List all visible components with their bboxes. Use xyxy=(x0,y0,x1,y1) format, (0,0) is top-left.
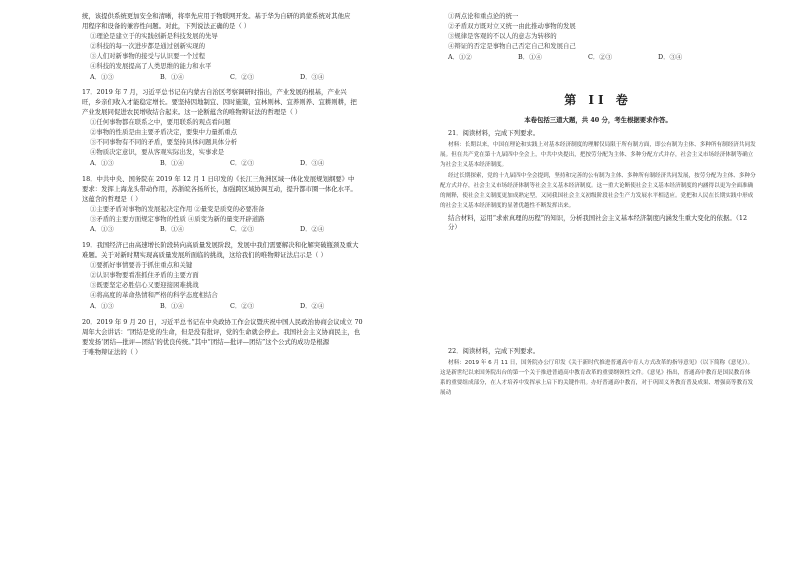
q20-option-1: ①两点论和重点论的统一 xyxy=(448,12,519,20)
q19-answer-c: C．②③ xyxy=(230,301,255,310)
q22-material: 材料：2019 年 6 月 11 日，国务院办公厅印发《关于新时代推进普通高中育人方式改革的指导意见》（以下简称《意见》）。这是新世纪以来国务院出台的第一个关于推进普通高中教育改革的重要纲领性文件。《意见》指出，普通高中教育是国民教育体系的重要组成部分，在人才培养中发挥承上启下的关键作用。办好普通高中教育，对于巩固义务教育普及成果、增强高等教育发展动 xyxy=(440,360,754,396)
answer-space xyxy=(440,235,756,345)
q17-option-2: ②事物的性质是由主要矛盾决定，要集中力量抓重点 xyxy=(90,128,237,137)
q19-answer-d: D．②④ xyxy=(300,301,325,310)
q16-answers xyxy=(90,73,402,83)
q18-answer-c: C．②③ xyxy=(230,225,255,234)
q18-stem-line-1: 18．中共中央、国务院在 2019 年 12 月 1 日印发的《长江三角洲区域一体化发展规划纲要》中 xyxy=(82,174,355,183)
q20-answer-c: C．②③ xyxy=(588,52,613,61)
q17-option-1: ①任何事物都在联系之中，要用联系的观点看问题 xyxy=(90,118,231,127)
q20-stem-line-2: 周年大会讲话：“团结是党的生命，但是没有批评，党的生命就会停止。我国社会主义协商民主，也 xyxy=(82,327,361,336)
q17-option-4: ④物质决定意识，要从客观实际出发，实事求是 xyxy=(90,147,225,156)
q17-stem-line-3: 产业发展同促进农民增收结合起来。这一论断蕴含的唯物辩证法的哲理是（ ） xyxy=(82,108,302,117)
q18-option-2: ③矛盾的主要方面规定事物的性质 ④质变为新的量变开辟道路 xyxy=(90,214,265,223)
q18-answer-d: D．②④ xyxy=(300,225,325,234)
q20-option-3: ③规律是客观的不以人的意志为转移的 xyxy=(448,31,557,40)
q20-answer-d: D．③④ xyxy=(658,52,683,61)
q16-answer-b: B．①④ xyxy=(160,72,184,81)
q17-option-3: ③不同事物有不同的矛盾，要坚持具体问题具体分析 xyxy=(90,138,237,147)
q16-option-4: ④科技的发展提高了人类思维的能力和水平 xyxy=(90,61,212,70)
left-column xyxy=(82,0,402,358)
q18-answers xyxy=(90,225,402,235)
q17-answers xyxy=(90,159,402,169)
q19-option-2: ②认识事物要看准抓住矛盾的主要方面 xyxy=(90,271,199,280)
q18-answer-a: A．①③ xyxy=(90,225,114,234)
q17-stem-line-1: 17．2019 年 7 月，习近平总书记在内蒙古自治区考察调研时指出，产业发展的根基，产业兴 xyxy=(82,88,347,97)
q21-label: 21．阅读材料，完成下列要求。 xyxy=(448,129,540,138)
q20-answers xyxy=(448,53,756,63)
q16-option-2: ②科技的每一次进步都是通过创新实现的 xyxy=(90,41,206,50)
q16-answer-a: A．①③ xyxy=(90,72,114,81)
q16-option-3: ③人们对新事物的接受与认识要一个过程 xyxy=(90,51,206,60)
q20-stem-line-3: 要发扬‘团结—批评—团结’的优良传统。”其中“团结—批评—团结”这个公式的成功是根源 xyxy=(82,337,330,346)
q19-option-3: ③既要坚定必胜信心又要迎接困难挑战 xyxy=(90,281,199,290)
section-note: 本卷包括三道大题，共 40 分，考生根据要求作答。 xyxy=(524,116,672,125)
q19-stem-line-2: 难题。关于对新时期实现高质量发展所面临的挑战，这给我们的唯物辩证法启示是（ ） xyxy=(82,251,327,260)
section-title: 第 II 卷 xyxy=(564,92,632,107)
q19-option-1: ①要抓好事情要善于抓住重点和关键 xyxy=(90,261,193,270)
q16-option-1: ①理论是建立于的实践创新是科技发展的先导 xyxy=(90,31,218,40)
q20-stem-line-1: 20．2019 年 9 月 20 日，习近平总书记在中央政协工作会议暨庆祝中国人民政治协商会议成立 70 xyxy=(82,317,363,326)
q20-option-4: ④辩证的否定是事物自己否定自己和发展自己 xyxy=(448,41,576,50)
q20-answer-b: B．①④ xyxy=(518,52,542,61)
q17-stem-line-2: 旺，乡亲们收入才能稳定增长。要坚持因地制宜、因时施策，宜林则林、宜养则养、宜耕则耕，把 xyxy=(82,98,357,107)
q19-answers xyxy=(90,302,402,312)
q17-answer-c: C．②③ xyxy=(230,158,255,167)
q21-material-paragraph-1: 材料：长期以来，中国在理论和实践上对基本经济制度的理解仅局限于所有制方面，即公有制为主体、多种所有制经济共同发展。但在共产党在第十九届四中全会上，中共中央提出，把按劳分配为主体、多种分配方式并存，社会主义市场经济体制等确立为社会主义基本经济制度。 xyxy=(440,142,756,168)
q20-stem-line-4: 于唯物辩证法的（ ） xyxy=(82,347,142,356)
q19-stem-line-1: 19．我国经济已由高速增长阶段转向高质量发展阶段，发展中我们需要解决和化解突破瓶颈及重大 xyxy=(82,241,359,250)
q18-stem-line-2: 要求：发挥上海龙头带动作用，苏浙皖各扬所长，加强跨区域协调互动，提升都市圈一体化水平。 xyxy=(82,184,357,193)
q19-answer-b: B．①④ xyxy=(160,301,184,310)
q16-answer-d: D．③④ xyxy=(300,72,325,81)
q17-answer-a: A．①③ xyxy=(90,158,114,167)
q17-answer-b: B．①④ xyxy=(160,158,184,167)
q18-answer-b: B．①④ xyxy=(160,225,184,234)
q21-material-paragraph-2: 经过长期探索，党的十九届四中全会提到，坚持和完善的公有制为主体、多种所有制经济共同发展，按劳分配为主体、多种分配方式并存，社会主义市场经济体制等社会主义基本经济制度。这一重大论断使社会主义基本经济制度的内涵得以更为全面准确的阐释，使社会主义制度更加成熟定型，又同我国社会主义初级阶段社会生产力发展水平相适应。党把和人民在长期实践中形成的社会主义基本经济制度的显著优越性不断发挥出来。 xyxy=(440,173,756,209)
q20-answer-a: A．①② xyxy=(448,52,472,61)
q19-option-4: ④将高度的革命热情和严格的科学态度相结合 xyxy=(90,290,218,299)
q17-answer-d: D．③④ xyxy=(300,158,325,167)
q19-answer-a: A．①③ xyxy=(90,301,114,310)
q21-prompt: 结合材料，运用“求索真理的历程”的知识，分析我国社会主义基本经济制度内涵发生重大变化的依据。（12 分） xyxy=(448,213,748,232)
q18-stem-line-3: 这蕴含的哲理是（ ） xyxy=(82,194,142,203)
q16-stem-line-2: 用程序和设备的兼容性问题。对此，下列说法正确的是（ ） xyxy=(82,21,251,30)
q22-label: 22．阅读材料，完成下列要求。 xyxy=(448,347,540,356)
q16-stem-line-1: 统，该提供系统更加安全和清晰，将率先应用于物联网开发。基于华为自研的鸿蒙系统对其他应 xyxy=(82,12,351,20)
right-column xyxy=(440,0,756,400)
q16-answer-c: C．②③ xyxy=(230,72,255,81)
q18-option-1: ①主要矛盾对事物的发展起决定作用 ②量变是质变的必要准备 xyxy=(90,204,265,213)
q20-option-2: ②矛盾双方既对立又统一由此推动事物的发展 xyxy=(448,21,576,30)
